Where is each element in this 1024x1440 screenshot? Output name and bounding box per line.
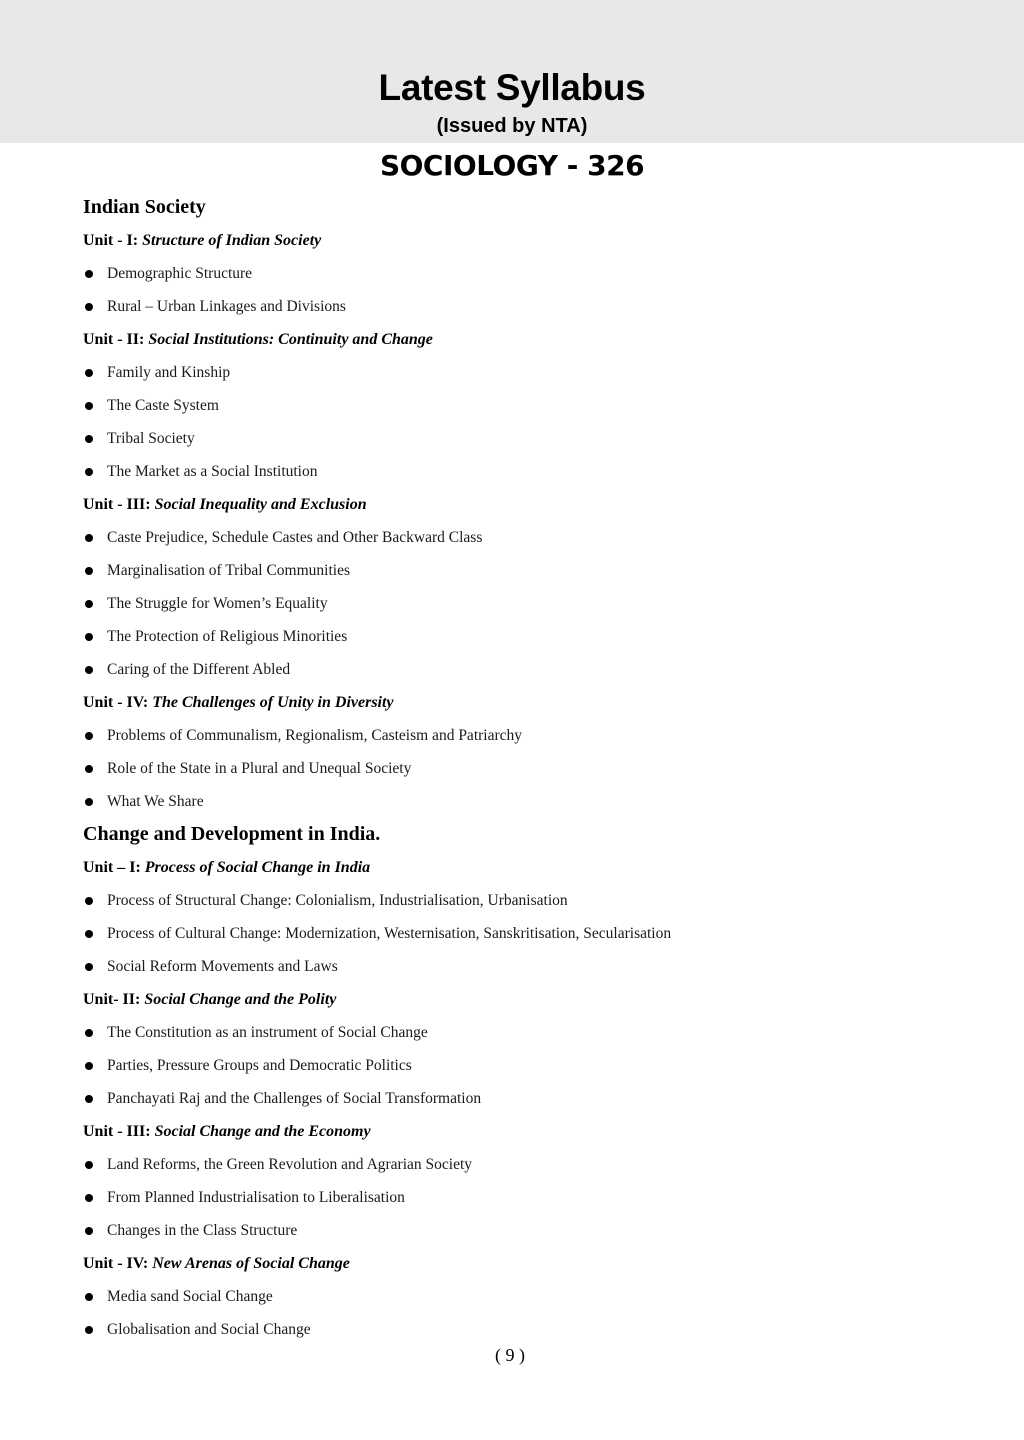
list-item-text: Family and Kinship (107, 364, 231, 381)
list-item (83, 587, 963, 620)
list-item (83, 1016, 963, 1049)
bullet-icon (85, 600, 93, 608)
list-item-text: Caring of the Different Abled (107, 661, 291, 678)
unit-heading (83, 488, 963, 521)
section-heading: Indian Society (83, 196, 206, 218)
bullet-icon (85, 963, 93, 971)
list-item (83, 257, 963, 290)
list-item (83, 1280, 963, 1313)
unit-label: Unit- II: (83, 991, 141, 1008)
unit-title: Social Institutions: Continuity and Change (148, 331, 433, 348)
unit-heading (83, 851, 963, 884)
bullet-icon (85, 1227, 93, 1235)
bullet-icon (85, 435, 93, 443)
list-item-text: Rural – Urban Linkages and Divisions (107, 298, 346, 315)
unit-label: Unit - II: (83, 331, 145, 348)
unit-title: Process of Social Change in India (144, 859, 371, 876)
unit-label: Unit - IV: (83, 694, 149, 711)
list-item-text: Globalisation and Social Change (107, 1321, 311, 1338)
page-number: ( 9 ) (495, 1345, 525, 1365)
list-item-text: Problems of Communalism, Regionalism, Casteism and Patriarchy (107, 727, 523, 744)
unit-title: Social Inequality and Exclusion (154, 496, 367, 513)
list-item-text: From Planned Industrialisation to Liberalisation (107, 1189, 405, 1206)
bullet-icon (85, 1095, 93, 1103)
unit-block (83, 488, 963, 686)
list-item (83, 917, 963, 950)
unit-block (83, 983, 963, 1115)
page-title: Latest Syllabus (378, 67, 646, 108)
list-item-text: Demographic Structure (107, 265, 253, 282)
bullet-icon (85, 732, 93, 740)
list-item (83, 1148, 963, 1181)
unit-block (83, 1247, 963, 1346)
section-heading: Change and Development in India. (83, 823, 381, 845)
list-item-text: The Constitution as an instrument of Social Change (107, 1024, 428, 1041)
list-item-text: What We Share (107, 793, 204, 810)
subject-heading: SOCIOLOGY - 326 (379, 149, 645, 182)
list-item (83, 554, 963, 587)
list-item-text: Tribal Society (107, 430, 195, 447)
list-item (83, 422, 963, 455)
bullet-icon (85, 1161, 93, 1169)
list-item (83, 719, 963, 752)
list-item (83, 1049, 963, 1082)
list-item-text: The Market as a Social Institution (107, 463, 318, 480)
bullet-icon (85, 468, 93, 476)
unit-heading (83, 983, 963, 1016)
list-item (83, 752, 963, 785)
bullet-icon (85, 402, 93, 410)
list-item-text: Panchayati Raj and the Challenges of Social Transformation (107, 1090, 482, 1107)
bullet-icon (85, 567, 93, 575)
unit-heading (83, 1247, 963, 1280)
bullet-icon (85, 1326, 93, 1334)
unit-block (83, 686, 963, 818)
bullet-icon (85, 270, 93, 278)
list-item (83, 455, 963, 488)
list-item-text: Role of the State in a Plural and Unequal Society (107, 760, 412, 777)
unit-label: Unit - IV: (83, 1255, 149, 1272)
list-item (83, 884, 963, 917)
bullet-icon (85, 534, 93, 542)
bullet-icon (85, 765, 93, 773)
bullet-icon (85, 666, 93, 674)
unit-title: New Arenas of Social Change (152, 1255, 350, 1272)
list-item (83, 356, 963, 389)
bullet-icon (85, 930, 93, 938)
bullet-icon (85, 1293, 93, 1301)
bullet-icon (85, 798, 93, 806)
list-item-text: Caste Prejudice, Schedule Castes and Other Backward Class (107, 529, 483, 546)
list-item (83, 521, 963, 554)
list-item-text: Social Reform Movements and Laws (107, 958, 338, 975)
list-item-text: Marginalisation of Tribal Communities (107, 562, 350, 579)
list-item (83, 1214, 963, 1247)
unit-label: Unit - I: (83, 232, 139, 249)
bullet-icon (85, 369, 93, 377)
list-item-text: Process of Structural Change: Colonialism, Industrialisation, Urbanisation (107, 892, 568, 909)
list-item (83, 785, 963, 818)
list-item-text: The Struggle for Women’s Equality (107, 595, 328, 612)
bullet-icon (85, 897, 93, 905)
syllabus-section (83, 818, 963, 1346)
list-item (83, 620, 963, 653)
unit-block (83, 1115, 963, 1247)
bullet-icon (85, 303, 93, 311)
unit-heading (83, 224, 963, 257)
syllabus-content (83, 191, 963, 1346)
list-item-text: The Caste System (107, 397, 219, 414)
bullet-icon (85, 1062, 93, 1070)
page-subtitle: (Issued by NTA) (436, 115, 588, 137)
unit-label: Unit - III: (83, 1123, 151, 1140)
unit-title: Social Change and the Polity (144, 991, 337, 1008)
list-item (83, 389, 963, 422)
list-item (83, 1313, 963, 1346)
unit-block (83, 224, 963, 323)
unit-title: The Challenges of Unity in Diversity (152, 694, 394, 711)
list-item (83, 290, 963, 323)
list-item (83, 1082, 963, 1115)
list-item (83, 653, 963, 686)
unit-heading (83, 1115, 963, 1148)
bullet-icon (85, 633, 93, 641)
unit-label: Unit – I: (83, 859, 141, 876)
unit-title: Structure of Indian Society (142, 232, 322, 249)
bullet-icon (85, 1029, 93, 1037)
unit-title: Social Change and the Economy (154, 1123, 371, 1140)
list-item (83, 1181, 963, 1214)
list-item-text: Process of Cultural Change: Modernization, Westernisation, Sanskritisation, Secularisation (107, 925, 672, 942)
list-item-text: Changes in the Class Structure (107, 1222, 298, 1239)
list-item-text: Parties, Pressure Groups and Democratic Politics (107, 1057, 412, 1074)
list-item-text: Media sand Social Change (107, 1288, 273, 1305)
unit-heading (83, 323, 963, 356)
list-item-text: Land Reforms, the Green Revolution and Agrarian Society (107, 1156, 473, 1173)
unit-label: Unit - III: (83, 496, 151, 513)
unit-block (83, 851, 963, 983)
unit-heading (83, 686, 963, 719)
list-item-text: The Protection of Religious Minorities (107, 628, 348, 645)
list-item (83, 950, 963, 983)
syllabus-section (83, 191, 963, 818)
bullet-icon (85, 1194, 93, 1202)
unit-block (83, 323, 963, 488)
